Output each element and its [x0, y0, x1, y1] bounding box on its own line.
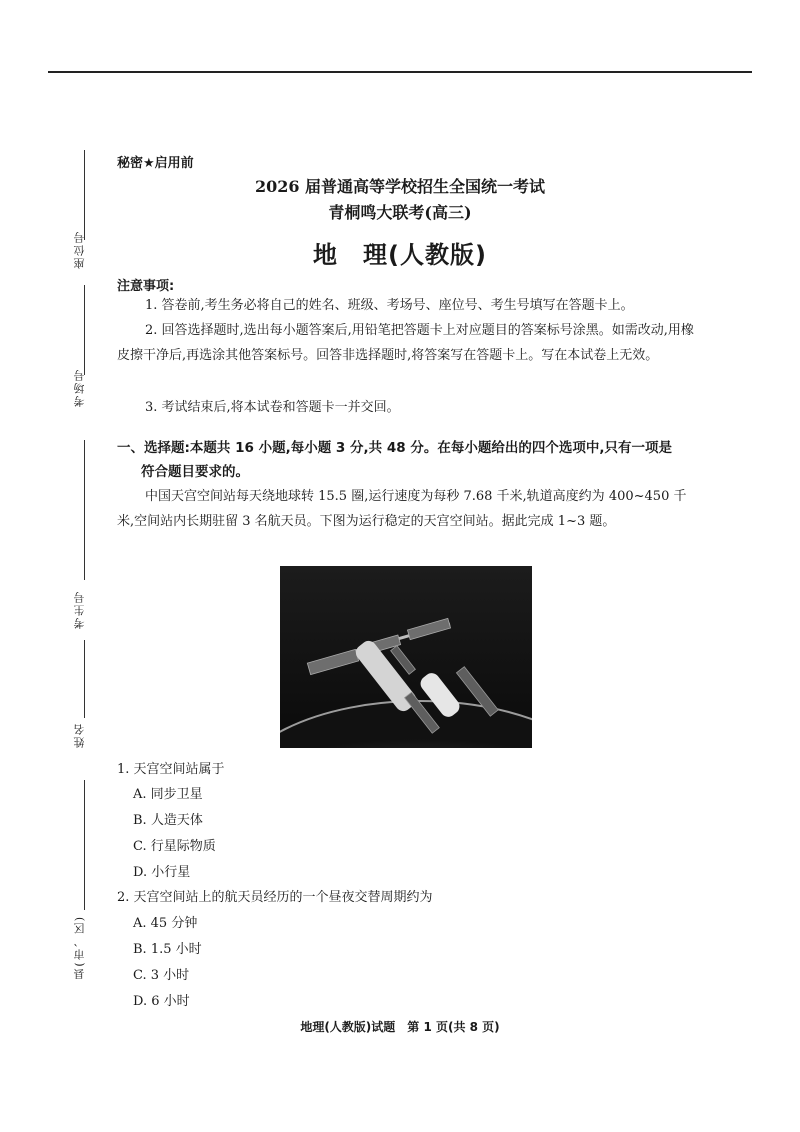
candidate-label: 考生号 — [73, 590, 86, 629]
question-2-option-c: C. 3 小时 — [133, 968, 190, 983]
notice-item-1: 1. 答卷前,考生务必将自己的姓名、班级、考场号、座位号、考生号填写在答题卡上。 — [145, 298, 634, 313]
name-label: 姓名 — [73, 722, 86, 748]
question-2-option-b: B. 1.5 小时 — [133, 942, 202, 957]
subject-title: 地 理(人教版) — [313, 241, 487, 269]
question-2-option-a: A. 45 分钟 — [133, 916, 198, 931]
notice-item-3: 3. 考试结束后,将本试卷和答题卡一并交回。 — [145, 400, 400, 415]
notice-heading: 注意事项: — [117, 279, 175, 294]
county-label: 县(市、区) — [73, 915, 86, 980]
room-line — [84, 285, 85, 375]
question-1-option-b: B. 人造天体 — [133, 813, 203, 828]
question-2-option-d: D. 6 小时 — [133, 994, 190, 1009]
question-1-option-d: D. 小行星 — [133, 865, 191, 880]
exam-subtitle: 青桐鸣大联考(高三) — [328, 203, 472, 222]
section-line-2: 符合题目要求的。 — [141, 464, 249, 480]
question-1-option-c: C. 行星际物质 — [133, 839, 216, 854]
section-heading — [117, 436, 702, 484]
space-station-photo — [280, 566, 532, 748]
top-rule — [48, 71, 752, 73]
question-1-stem: 1. 天宫空间站属于 — [117, 762, 225, 777]
question-intro: 中国天宫空间站每天绕地球转 15.5 圈,运行速度为每秒 7.68 千米,轨道高度约为 400~450 千米,空间站内长期驻留 3 名航天员。下图为运行稳定的天宫空间站。据此完成 1~3 题。 — [117, 489, 687, 529]
secret-mark: 秘密★启用前 — [117, 156, 194, 171]
name-line — [84, 640, 85, 718]
section-line-1: 一、选择题:本题共 16 小题,每小题 3 分,共 48 分。在每小题给出的四个选项中,只有一项是 — [117, 440, 672, 456]
county-line — [84, 780, 85, 910]
question-2-stem: 2. 天宫空间站上的航天员经历的一个昼夜交替周期约为 — [117, 890, 433, 905]
page-footer: 地理(人教版)试题 第 1 页(共 8 页) — [300, 1020, 500, 1034]
notice-item-2: 2. 回答选择题时,选出每小题答案后,用铅笔把答题卡上对应题目的答案标号涂黑。如需改动,用橡皮擦干净后,再选涂其他答案标号。回答非选择题时,将答案写在答题卡上。写在本试卷上无效。 — [117, 323, 694, 363]
seat-label: 座位号 — [73, 230, 86, 269]
room-label: 考场号 — [73, 368, 86, 407]
exam-title: 2026 届普通高等学校招生全国统一考试 — [254, 177, 546, 196]
candidate-line — [84, 440, 85, 580]
question-1-option-a: A. 同步卫星 — [133, 787, 203, 802]
